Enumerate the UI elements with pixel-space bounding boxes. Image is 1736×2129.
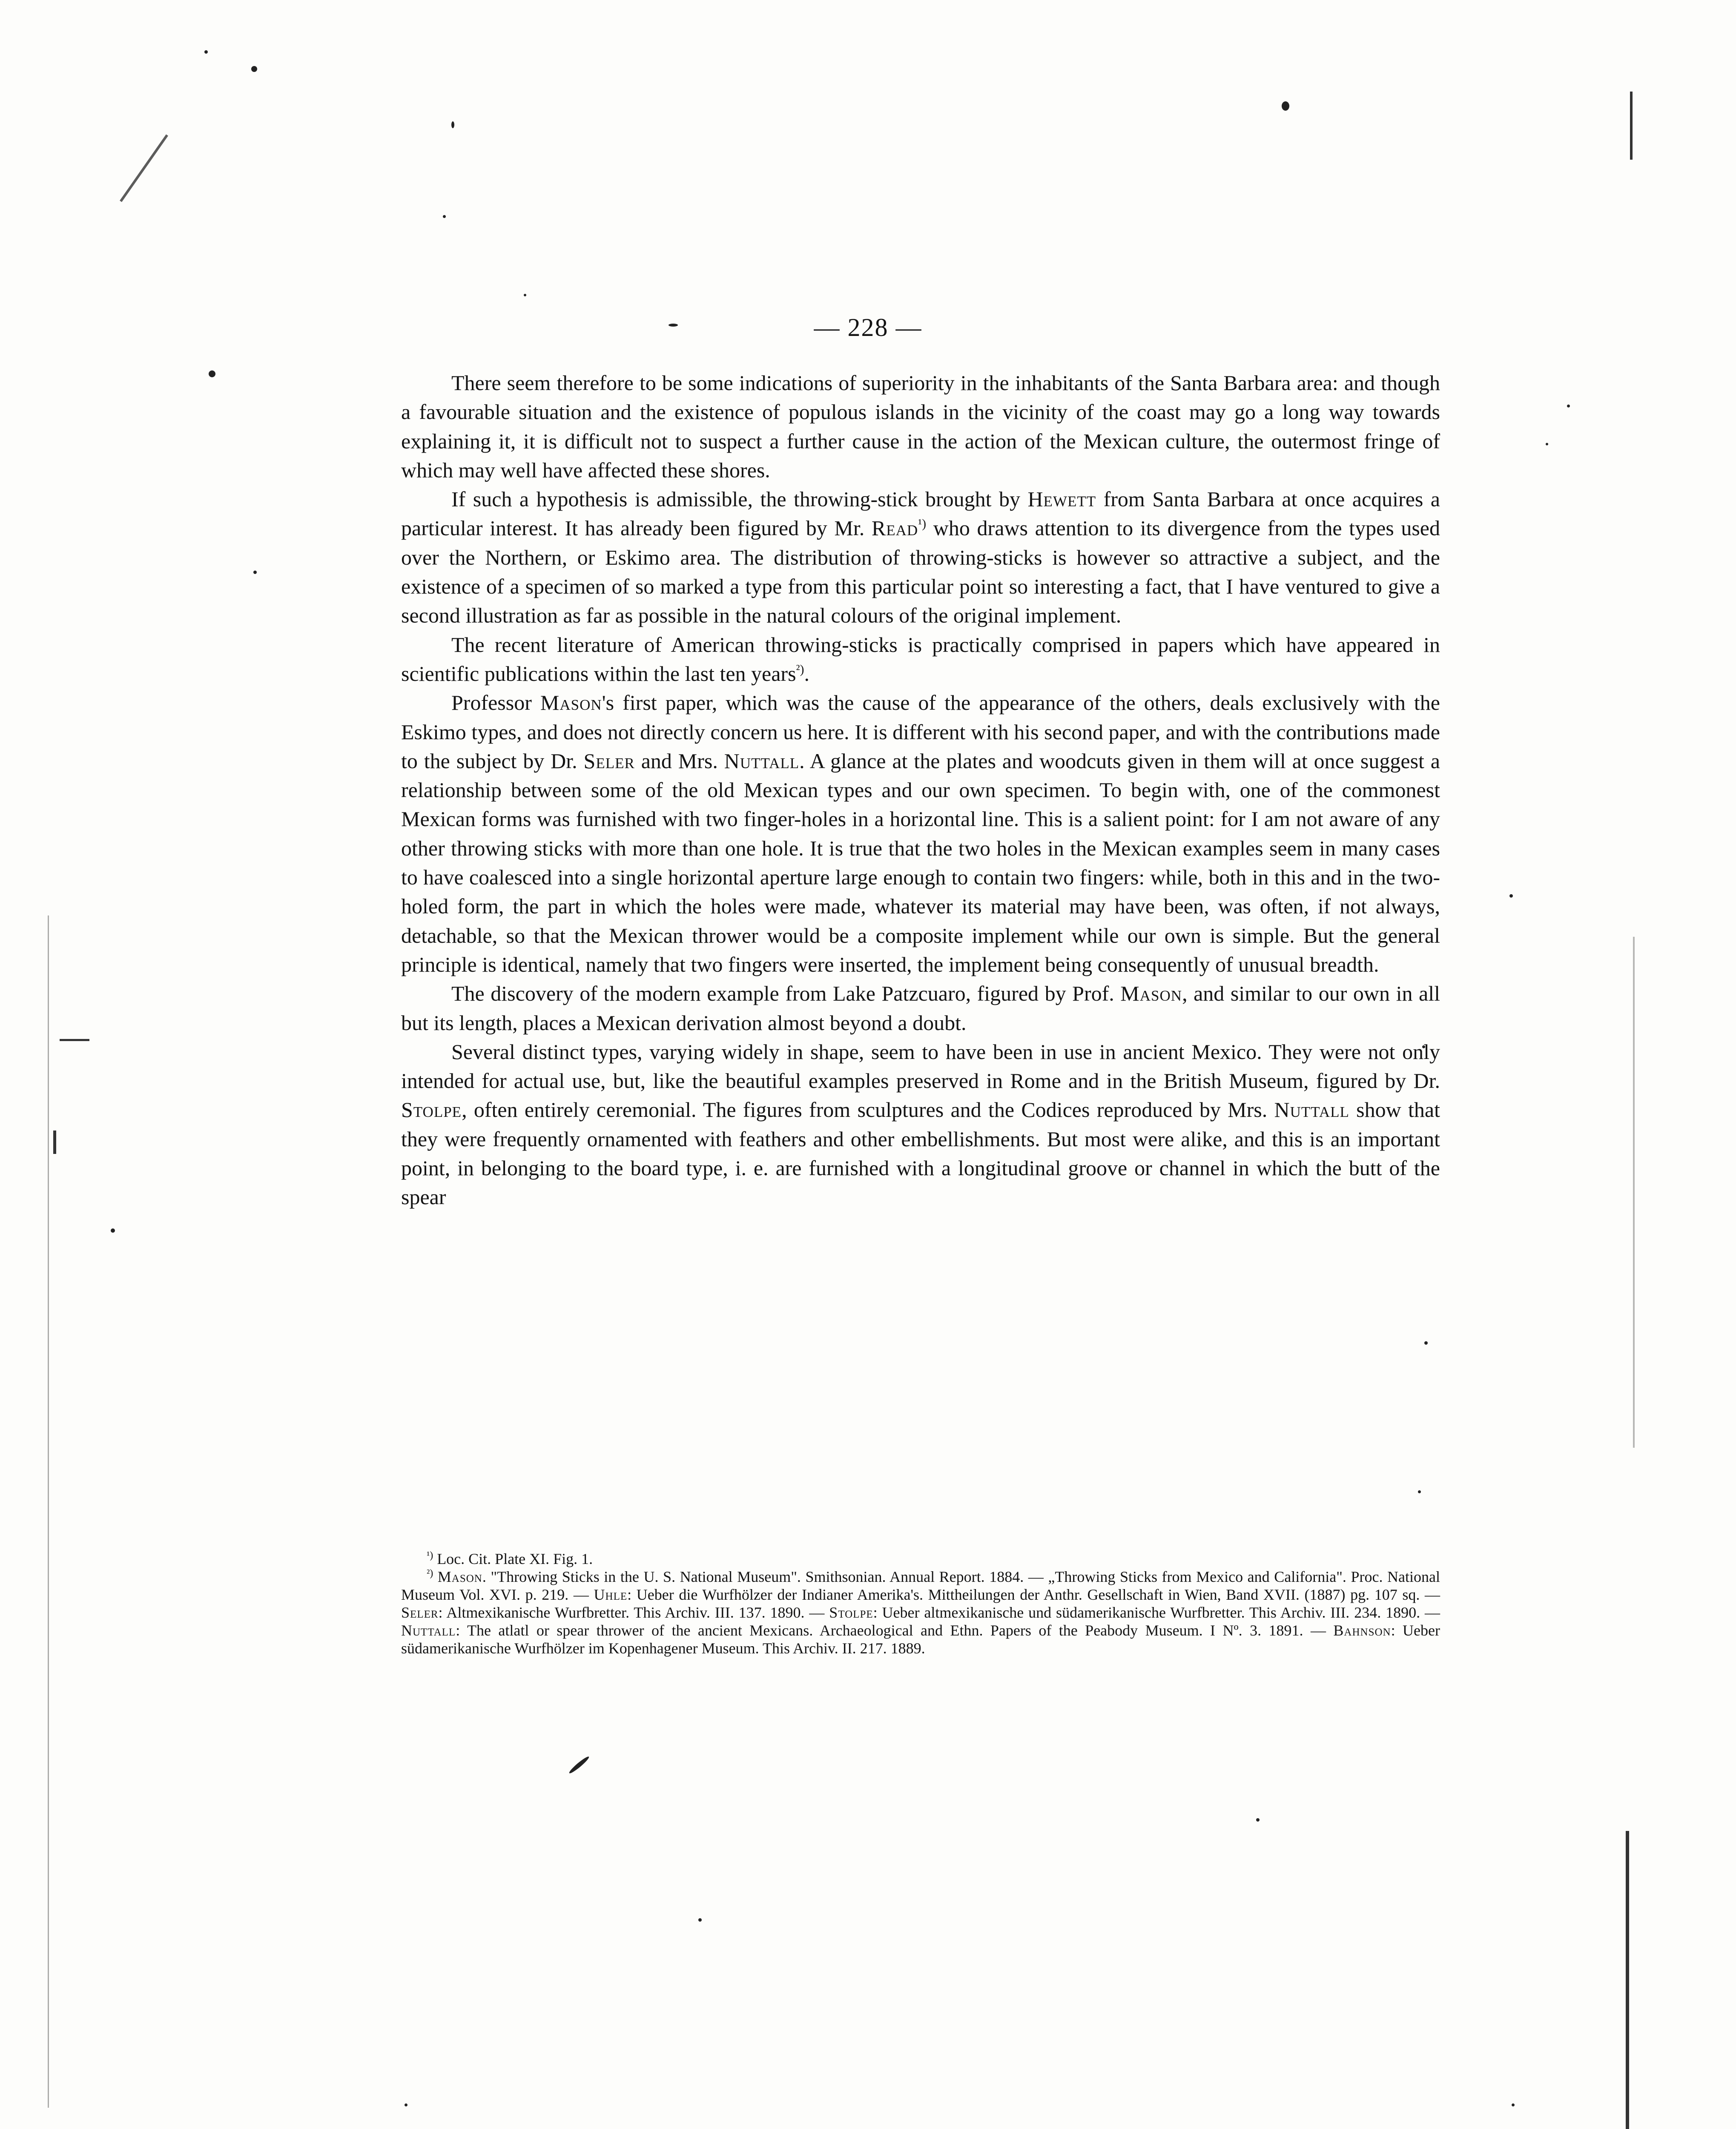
author-name: Stolpe [829,1604,873,1621]
scan-speck [1512,2103,1515,2106]
scan-speck [111,1228,115,1233]
text-run: If such a hypothesis is admissible, the throwing-stick brought by [451,487,1028,511]
scan-edge-mark [1630,92,1633,160]
scan-speck [209,370,215,377]
scan-speck [1418,1490,1421,1493]
text-run: : Ueber die Wurfhölzer der Indianer Amerika's. Mittheilungen der Anthr. Gesellschaft in Wien, Band XVII. (1887) pg. 107 sq. — [627,1586,1440,1603]
text-run: Several distinct types, varying widely in shape, seem to have been in use in ancient Mexico. They were not only intended for actual use, but, like the beautiful examples preserved in Rome and in the British Museum, figured by Dr. [401,1039,1440,1093]
text-run: : The atlatl or spear thrower of the ancient Mexicans. Archaeological and Ethn. Papers of the Peabody Museum. I Nº. 3. 1891. — [456,1622,1334,1639]
paragraph [401,979,1440,1037]
paragraph [401,688,1440,979]
page-number: — 228 — [814,313,922,341]
footnote-reference: ²) [796,662,804,677]
footnote-marker: ²) [427,1568,433,1579]
text-run: : Ueber südamerikanische Wurfhölzer im Kopenhagener Museum. This Archiv. II. 217. 1889. [401,1622,1440,1657]
author-name: Mason [437,1568,482,1585]
scan-speck [443,215,446,218]
author-name: Seler [583,749,635,773]
scan-edge-mark [60,1039,89,1041]
scan-speck [405,2103,407,2106]
paragraph [401,630,1440,689]
scan-edge-mark [48,915,49,2108]
scan-edge-mark [1633,937,1635,1448]
text-run: from Santa Barbara at once acquires a particular interest. It has already been figured by Mr. [401,487,1440,540]
text-run: . A glance at the plates and woodcuts given in them will at once suggest a relationship between some of the old Mexican types and our own specimen. To begin with, one of the commonest Mexican forms was furnished with two finger-holes in a horizontal line. This is a salient point: for I am not aware of any other throwing sticks with more than one hole. It is true that the two holes in the Mexican examples seem in many cases to have coalesced into a single horizontal aperture large enough to contain two fingers: while, both in this and in the two-holed form, the part in which the holes were made, whatever its material may have been, was often, if not always, detachable, so that the Mexican thrower would be a composite implement while our own is simple. But the general principle is identical, namely that two fingers were inserted, the implement being consequently of unusual breadth. [401,749,1440,976]
text-run: Loc. Cit. Plate XI. Fig. 1. [433,1550,593,1567]
scan-edge-mark [53,1130,56,1154]
footnotes [401,1550,1440,1657]
text-run: show that they were frequently ornamented with feathers and other embellishments. But most were alike, and this is an important point, in belonging to the board type, i. e. are furnished with a longitudinal groove or channel in which the butt of the spear [401,1098,1440,1209]
scan-speck [1546,443,1548,445]
scan-speck [451,121,454,128]
scan-speck [1509,894,1513,898]
author-name: Mason [540,691,602,715]
scan-speck [251,66,257,72]
author-name: Nuttall [1274,1098,1349,1122]
footnote-marker: ¹) [427,1550,433,1561]
text-run: . "Throwing Sticks in the U. S. National Museum". Smithsonian. Annual Report. 1884. — „Throwing Sticks from Mexico and California". Proc. National Museum Vol. XVI. p. 219. — [401,1568,1440,1603]
scan-edge-mark [120,134,168,202]
author-name: Uhle [594,1586,628,1603]
text-run: and Mrs. [634,749,724,773]
footnote [401,1550,1440,1568]
text-run: The recent literature of American throwing-sticks is practically comprised in papers which have appeared in scientific publications within the last ten years [401,632,1440,686]
text-run [433,1568,438,1585]
scan-speck [1282,101,1289,111]
body-text [401,368,1440,1212]
paragraph [401,1037,1440,1212]
scan-speck [253,571,257,574]
scan-speck [524,294,526,296]
text-run: Professor [451,691,540,715]
scan-speck [1424,1341,1428,1345]
text-run: The discovery of the modern example from Lake Patzcuaro, figured by Prof. [451,981,1121,1006]
scan-speck [1256,1818,1260,1822]
text-run: : Altmexikanische Wurfbretter. This Archiv. III. 137. 1890. — [438,1604,829,1621]
footnote-reference: ¹) [918,516,927,531]
text-run: There seem therefore to be some indications of superiority in the inhabitants of the Santa Barbara area: and though a favourable situation and the existence of populous islands in the vicinity of the coast may go a long way towards explaining it, it is difficult not to suspect a further cause in the action of the Mexican culture, the outermost fringe of which may well have affected these shores. [401,371,1440,482]
author-name: Read [871,516,918,540]
author-name: Nuttall [724,749,800,773]
author-name: Bahnson [1333,1622,1391,1639]
author-name: Hewett [1027,487,1096,511]
author-name: Stolpe [401,1098,462,1122]
scan-speck [568,1755,590,1775]
footnote [401,1568,1440,1657]
author-name: Seler [401,1604,439,1621]
scan-speck [204,50,208,54]
paragraph [401,368,1440,485]
author-name: Mason [1120,981,1182,1006]
author-name: Nuttall [401,1622,456,1639]
scan-edge-mark [1626,1831,1629,2129]
text-run: : Ueber altmexikanische und südamerikanische Wurfbretter. This Archiv. III. 234. 1890. — [873,1604,1440,1621]
text-run: 's first paper, which was the cause of the appearance of the others, deals exclusively with the Eskimo types, and does not directly concern us here. It is different with his second paper, and with the contributions made to the subject by Dr. [401,691,1440,773]
text-run: , and similar to our own in all but its length, places a Mexican derivation almost beyond a doubt. [401,981,1440,1035]
text-run: who draws attention to its divergence from the types used over the Northern, or Eskimo area. The distribution of throwing-sticks is however so attractive a subject, and the existence of a specimen of so marked a type from this particular point so interesting a fact, that I have ventured to give a second illustration as far as possible in the natural colours of the original implement. [401,516,1440,628]
scan-speck [698,1918,702,1922]
text-run: . [804,661,810,686]
paragraph [401,485,1440,630]
text-run: , often entirely ceremonial. The figures from sculptures and the Codices reproduced by Mrs. [462,1098,1274,1122]
scan-speck [1567,405,1570,407]
